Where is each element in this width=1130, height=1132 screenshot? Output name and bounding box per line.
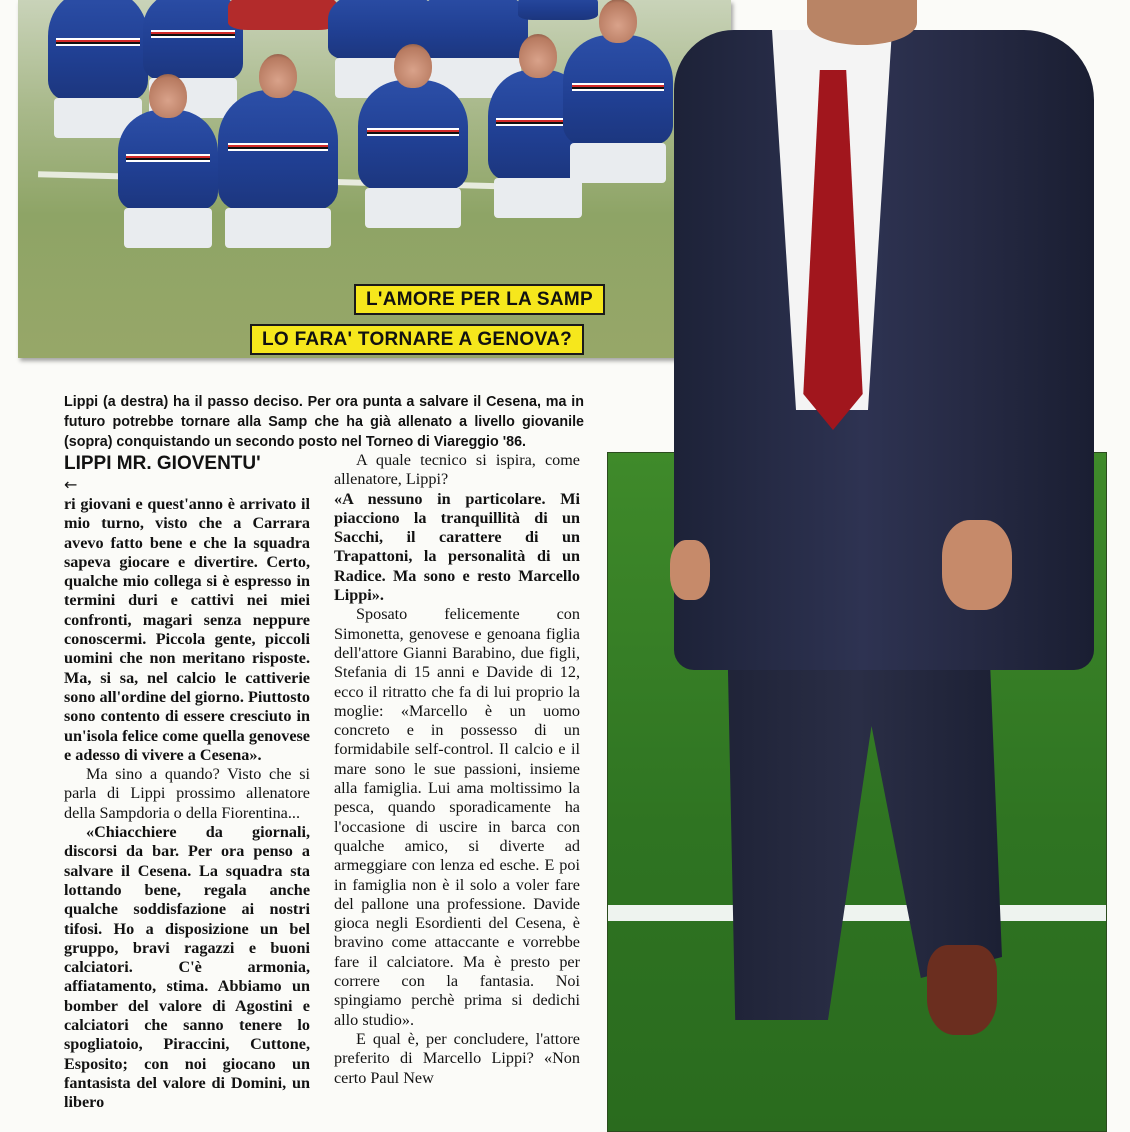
- player-figure: [48, 0, 148, 100]
- player-figure: [358, 80, 468, 190]
- article-paragraph: Ma sino a quando? Visto che si parla di Lippi prossimo allenatore della Sampdoria o della Fiorentina...: [64, 765, 310, 822]
- player-figure: [228, 0, 338, 30]
- hand: [942, 520, 1012, 610]
- article-paragraph: «Chiacchiere da giornali, discorsi da bar. Per ora penso a salvare il Cesena. La squadra sta lottando bene, regala anche qualche soddisfazione ai nostri tifosi. Ho a disposizione un bel gruppo, bravi ragazzi e buoni calciatori. C'è armonia, affiatamento, stima. Abbiamo un bomber del valore di Agostini e calciatori che sanno tenere lo spogliatoio, Piraccini, Cuttone, Esposito; con noi giocano un fantasista del valore di Domini, un libero: [64, 823, 310, 1112]
- hand: [670, 540, 710, 600]
- player-figure: [118, 110, 218, 210]
- player-figure: [218, 90, 338, 210]
- player-figure: [418, 0, 528, 60]
- player-figure: [563, 35, 673, 145]
- article-paragraph: E qual è, per concludere, l'attore preferito di Marcello Lippi? «Non certo Paul New: [334, 1029, 580, 1087]
- right-paragraphs: [334, 451, 580, 1088]
- article-paragraph: A quale tecnico si ispira, come allenatore, Lippi?: [334, 451, 580, 489]
- face: [807, 0, 917, 45]
- photo-caption-box-2: LO FARA' TORNARE A GENOVA?: [250, 324, 584, 355]
- article-paragraph: ri giovani e quest'anno è arrivato il mio turno, visto che a Carrara avevo fatto bene e che la squadra sapeva giocare e divertire. Certo, qualche mio collega si è espresso in termini duri e cattivi nei miei confronti, magari senza neppure conoscermi. Piccola gente, piccoli uomini che non meritano risposte. Ma, si sa, nel calcio le cattiverie sono all'ordine del giorno. Piuttosto sono contento di essere cresciuto in un'isola felice come quella genovese e adesso di vivere a Cesena».: [64, 495, 310, 764]
- portrait-photo-lippi: [662, 0, 1097, 1130]
- article-column-left: [64, 451, 310, 1113]
- continuation-arrow-icon: ←: [64, 475, 78, 494]
- player-figure: [518, 0, 598, 20]
- photo-caption-box-1: L'AMORE PER LA SAMP: [354, 284, 605, 315]
- article-paragraph: Sposato felicemente con Simonetta, genovese e genoana figlia dell'attore Gianni Barabino, due figli, Stefania di 15 anni e Davide di 12, ecco il ritratto che fa di lui proprio la moglie: «Marcello è un uomo concreto e in possesso di un formidabile self-control. Il calcio e il mare sono le sue passioni, insieme alla famiglia. Lui ama moltissimo la pesca, quando sporadicamente ha l'occasione di uscire in barca con qualche amico, si diverte ad armeggiare con lenza ed esche. E poi in famiglia non è il solo a voler fare del pallone una professione. Davide gioca negli Esordienti del Cesena, è bravino come attaccante e vorrebbe fare il calciatore. Ma è presto per correre con la fantasia. Noi spingiamo perchè prima si dedichi allo studio».: [334, 605, 580, 1029]
- article-headline: LIPPI MR. GIOVENTU': [64, 453, 261, 474]
- article-column-right: [334, 451, 580, 1088]
- left-paragraphs: [64, 495, 310, 1113]
- article-paragraph: «A nessuno in particolare. Mi piacciono la tranquillità di un Sacchi, il carattere di un Trapattoni, la personalità di un Radice. Ma sono e resto Marcello Lippi».: [334, 489, 580, 605]
- shoe: [927, 945, 997, 1035]
- team-photo: [18, 0, 731, 358]
- photo-caption-text: Lippi (a destra) ha il passo deciso. Per ora punta a salvare il Cesena, ma in futuro potrebbe tornare alla Samp che ha già allenato a livello giovanile (sopra) conquistando un secondo posto nel Torneo di Viareggio '86.: [64, 394, 584, 451]
